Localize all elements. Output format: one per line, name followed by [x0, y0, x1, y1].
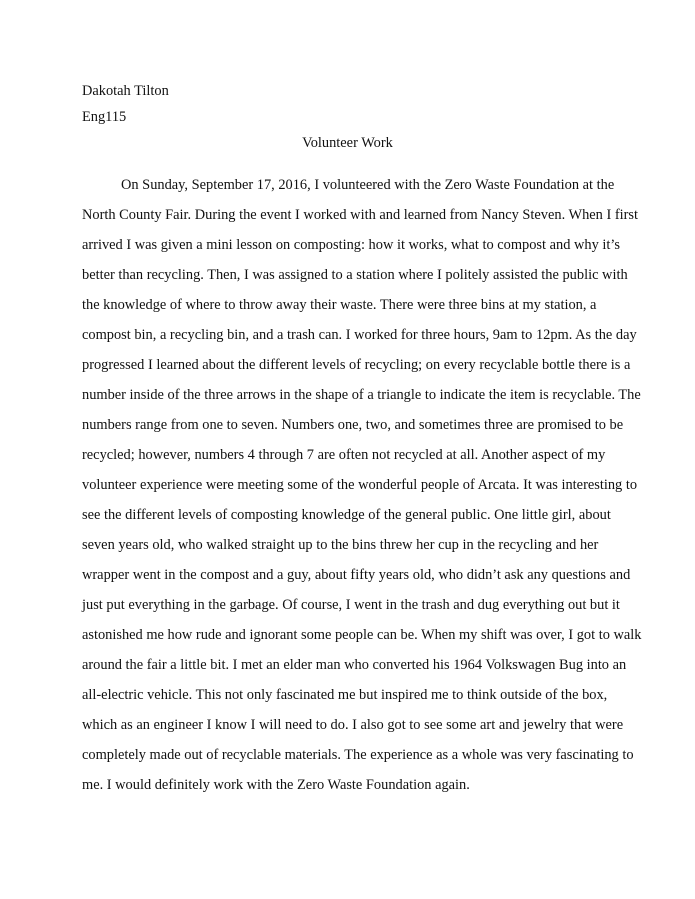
- paragraph-line: number inside of the three arrows in the shape of a triangle to indicate the item is recyclable. The: [82, 387, 641, 403]
- paragraph-line: me. I would definitely work with the Zero Waste Foundation again.: [82, 777, 470, 793]
- paragraph-line: arrived I was given a mini lesson on composting: how it works, what to compost and why it’s: [82, 237, 620, 253]
- paragraph-line: recycled; however, numbers 4 through 7 are often not recycled at all. Another aspect of my: [82, 447, 606, 463]
- paragraph-line: all-electric vehicle. This not only fascinated me but inspired me to think outside of the box,: [82, 687, 608, 703]
- paragraph-line: which as an engineer I know I will need to do. I also got to see some art and jewelry that were: [82, 717, 624, 733]
- paragraph-line: compost bin, a recycling bin, and a trash can. I worked for three hours, 9am to 12pm. As the day: [82, 327, 637, 343]
- paragraph-line: astonished me how rude and ignorant some people can be. When my shift was over, I got to walk: [82, 627, 642, 643]
- author-name: Dakotah Tilton: [82, 83, 169, 99]
- paragraph-line: volunteer experience were meeting some of the wonderful people of Arcata. It was interesting to: [82, 477, 638, 493]
- paragraph-line: see the different levels of composting knowledge of the general public. One little girl, about: [82, 507, 611, 523]
- paragraph-line: progressed I learned about the different levels of recycling; on every recyclable bottle there is a: [82, 357, 631, 373]
- paragraph-line: completely made out of recyclable materials. The experience as a whole was very fascinating to: [82, 747, 634, 763]
- paragraph-line: around the fair a little bit. I met an elder man who converted his 1964 Volkswagen Bug into an: [82, 657, 627, 673]
- paragraph-line: seven years old, who walked straight up to the bins threw her cup in the recycling and her: [82, 537, 599, 553]
- paragraph-line: On Sunday, September 17, 2016, I volunteered with the Zero Waste Foundation at the: [121, 177, 615, 193]
- essay-title: Volunteer Work: [302, 135, 393, 151]
- course-code: Eng115: [82, 109, 127, 125]
- paragraph-line: numbers range from one to seven. Numbers one, two, and sometimes three are promised to be: [82, 417, 624, 433]
- paragraph-line: the knowledge of where to throw away their waste. There were three bins at my station, a: [82, 297, 597, 313]
- paragraph-line: North County Fair. During the event I worked with and learned from Nancy Steven. When I first: [82, 207, 639, 223]
- paragraph-line: better than recycling. Then, I was assigned to a station where I politely assisted the public with: [82, 267, 628, 283]
- paragraph-line: wrapper went in the compost and a guy, about fifty years old, who didn’t ask any questions and: [82, 567, 631, 583]
- paragraph-line: just put everything in the garbage. Of course, I went in the trash and dug everything out but it: [82, 597, 620, 613]
